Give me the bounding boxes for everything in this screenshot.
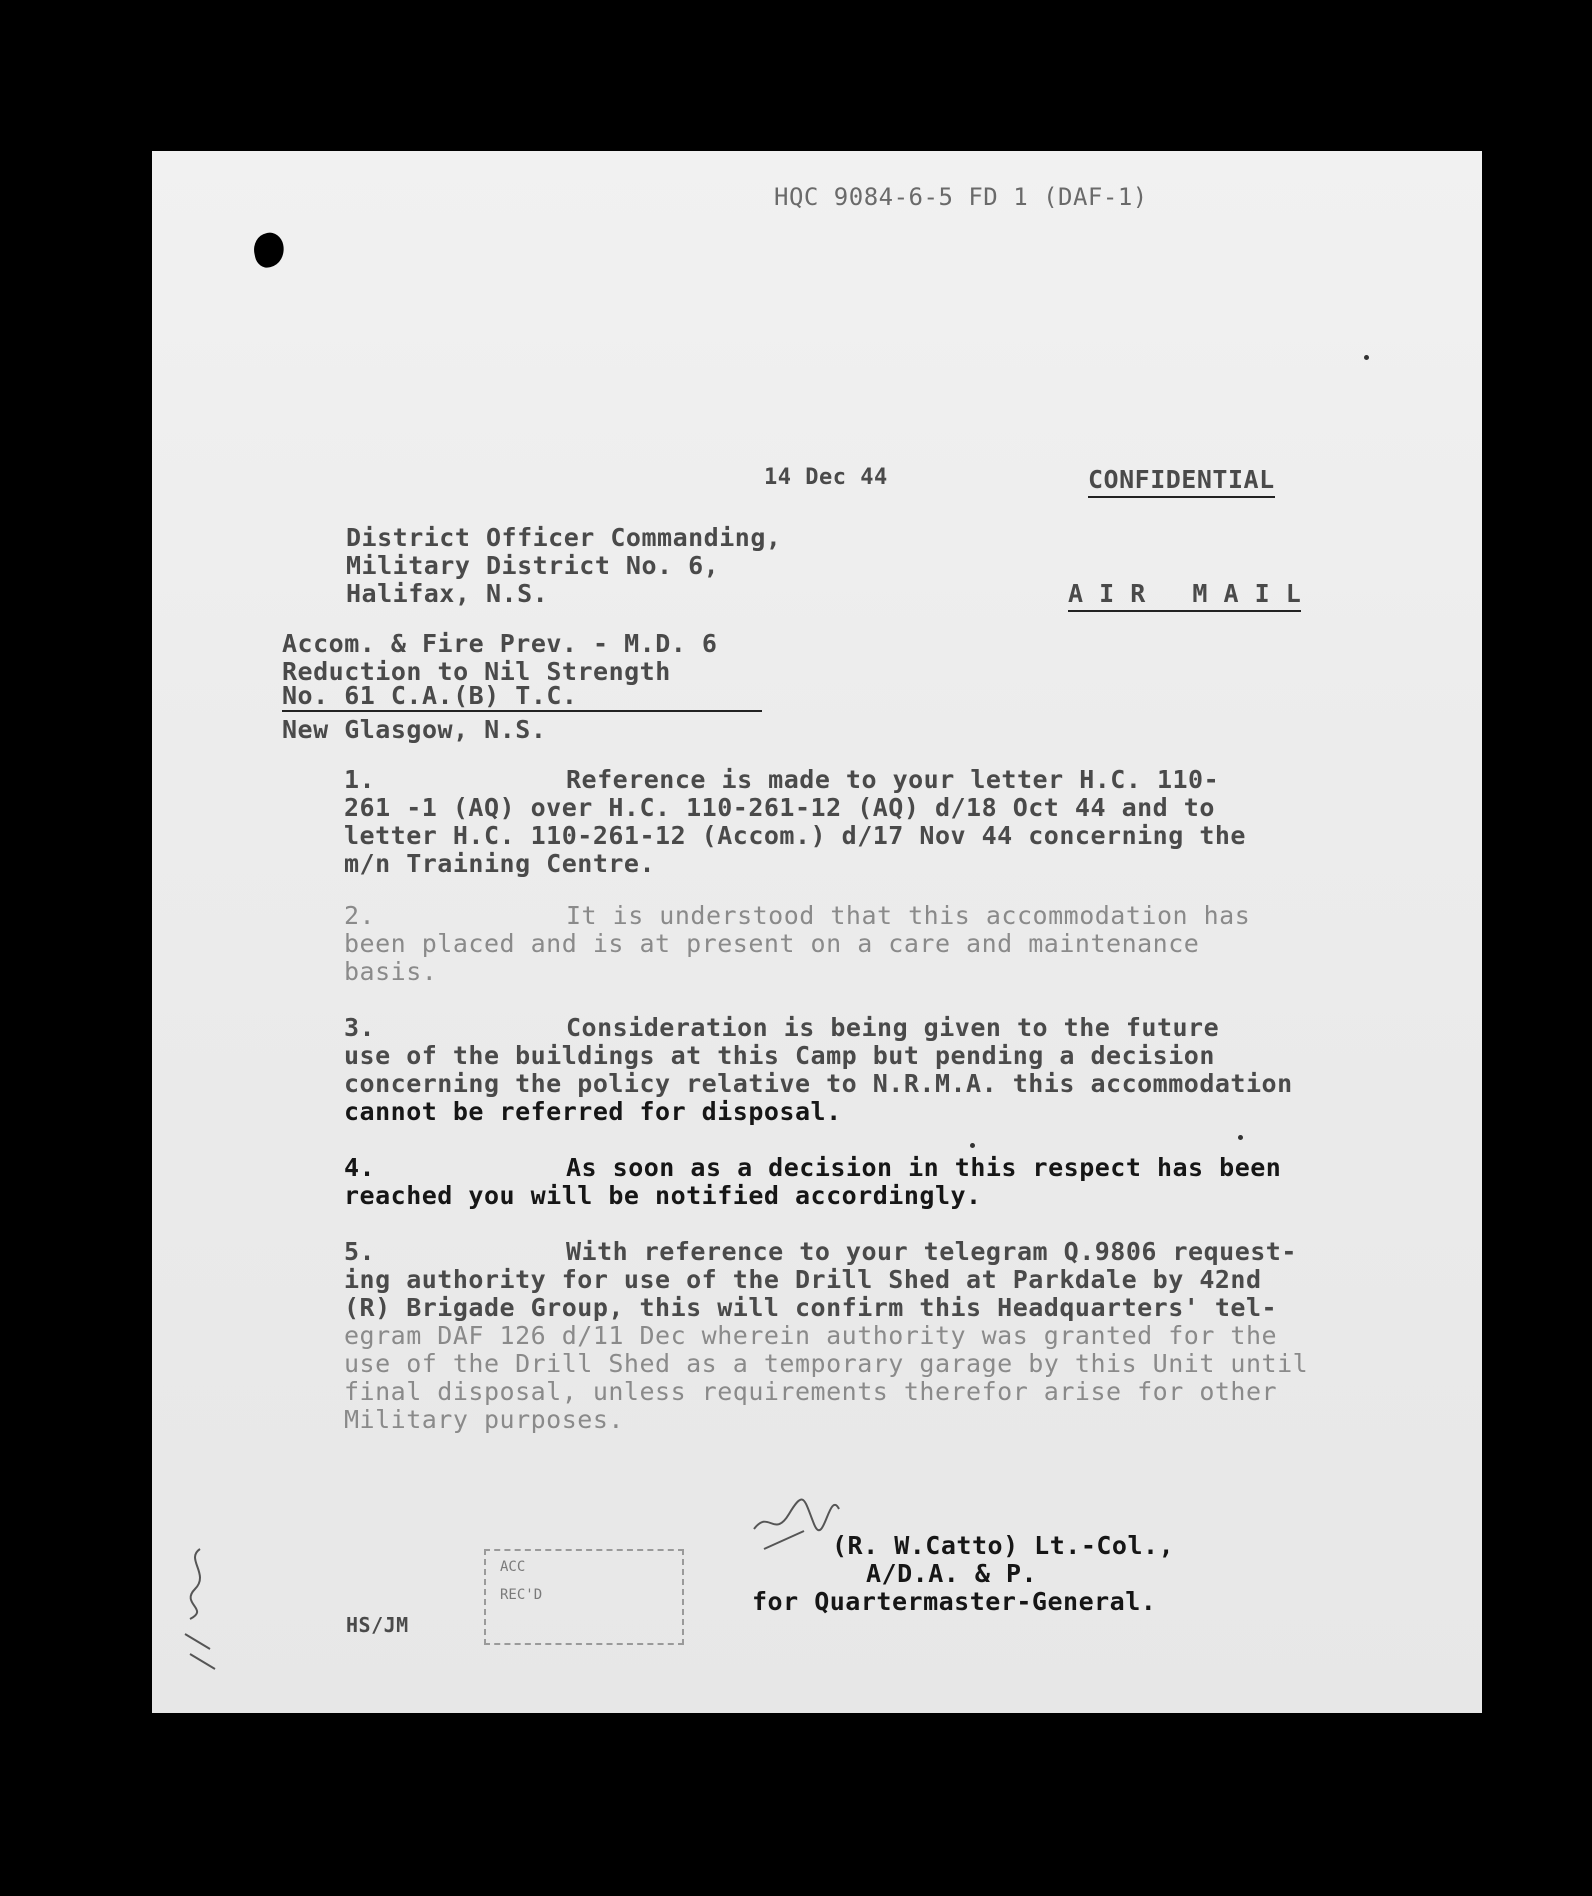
- paragraph-5-line: Military purposes.: [344, 1405, 624, 1434]
- paragraph-3-number: 3.: [344, 1013, 376, 1042]
- margin-handwriting: [170, 1539, 230, 1679]
- paragraph-4-line: As soon as a decision in this respect has been: [566, 1153, 1282, 1182]
- paragraph-5-line: ing authority for use of the Drill Shed at Parkdale by 42nd: [344, 1265, 1262, 1294]
- addressee-line-2: Military District No. 6,: [346, 551, 720, 580]
- ink-blot-mark: [251, 230, 287, 269]
- paragraph-2-number: 2.: [344, 901, 376, 930]
- paragraph-5-line: egram DAF 126 d/11 Dec wherein authority was granted for the: [344, 1321, 1278, 1350]
- paragraph-2-line: been placed and is at present on a care and maintenance: [344, 929, 1200, 958]
- paragraph-3-line: Consideration is being given to the future: [566, 1013, 1220, 1042]
- signatory-name: (R. W.Catto) Lt.-Col.,: [832, 1531, 1175, 1560]
- paragraph-3-line: cannot be referred for disposal.: [344, 1097, 842, 1126]
- paragraph-2-line: It is understood that this accommodation has: [566, 901, 1251, 930]
- speck: [1238, 1135, 1243, 1140]
- letter-date: 14 Dec 44: [764, 465, 888, 490]
- subject-line-2: Reduction to Nil Strength: [282, 657, 671, 686]
- file-reference: HQC 9084-6-5 FD 1 (DAF-1): [774, 183, 1148, 211]
- signatory-for-line: for Quartermaster-General.: [752, 1587, 1157, 1616]
- stamp-row-1: ACC: [500, 1559, 526, 1575]
- paragraph-5-line: (R) Brigade Group, this will confirm this Headquarters' tel-: [344, 1293, 1278, 1322]
- paragraph-1-line: 261 -1 (AQ) over H.C. 110-261-12 (AQ) d/18 Oct 44 and to: [344, 793, 1215, 822]
- subject-underline: [282, 710, 762, 712]
- subject-line-4: New Glasgow, N.S.: [282, 715, 547, 744]
- subject-line-3: No. 61 C.A.(B) T.C.: [282, 681, 578, 710]
- stamp-row-2: REC'D: [500, 1587, 543, 1603]
- paragraph-3-line: concerning the policy relative to N.R.M.A. this accommodation: [344, 1069, 1293, 1098]
- paragraph-1-line: m/n Training Centre.: [344, 849, 656, 878]
- paragraph-4-line: reached you will be notified accordingly.: [344, 1181, 982, 1210]
- air-mail-label: A I R M A I L: [1068, 581, 1301, 612]
- classification-label: CONFIDENTIAL: [1088, 467, 1275, 498]
- paragraph-5-line: use of the Drill Shed as a temporary garage by this Unit until: [344, 1349, 1309, 1378]
- typist-initials: HS/JM: [346, 1613, 409, 1637]
- subject-line-1: Accom. & Fire Prev. - M.D. 6: [282, 629, 718, 658]
- paragraph-5-line: With reference to your telegram Q.9806 request-: [566, 1237, 1297, 1266]
- speck: [970, 1143, 975, 1148]
- paragraph-2-line: basis.: [344, 957, 438, 986]
- signatory-title: A/D.A. & P.: [866, 1559, 1038, 1588]
- paragraph-1-line: letter H.C. 110-261-12 (Accom.) d/17 Nov 44 concerning the: [344, 821, 1246, 850]
- paragraph-5-line: final disposal, unless requirements therefor arise for other: [344, 1377, 1278, 1406]
- addressee-line-3: Halifax, N.S.: [346, 579, 549, 608]
- paragraph-1-line: Reference is made to your letter H.C. 110-: [566, 765, 1220, 794]
- received-stamp: [484, 1549, 684, 1645]
- paragraph-1-number: 1.: [344, 765, 376, 794]
- document-page: [152, 151, 1482, 1713]
- addressee-line-1: District Officer Commanding,: [346, 523, 782, 552]
- paragraph-3-line: use of the buildings at this Camp but pending a decision: [344, 1041, 1215, 1070]
- speck: [1364, 355, 1369, 360]
- paragraph-5-number: 5.: [344, 1237, 376, 1266]
- paragraph-4-number: 4.: [344, 1153, 376, 1182]
